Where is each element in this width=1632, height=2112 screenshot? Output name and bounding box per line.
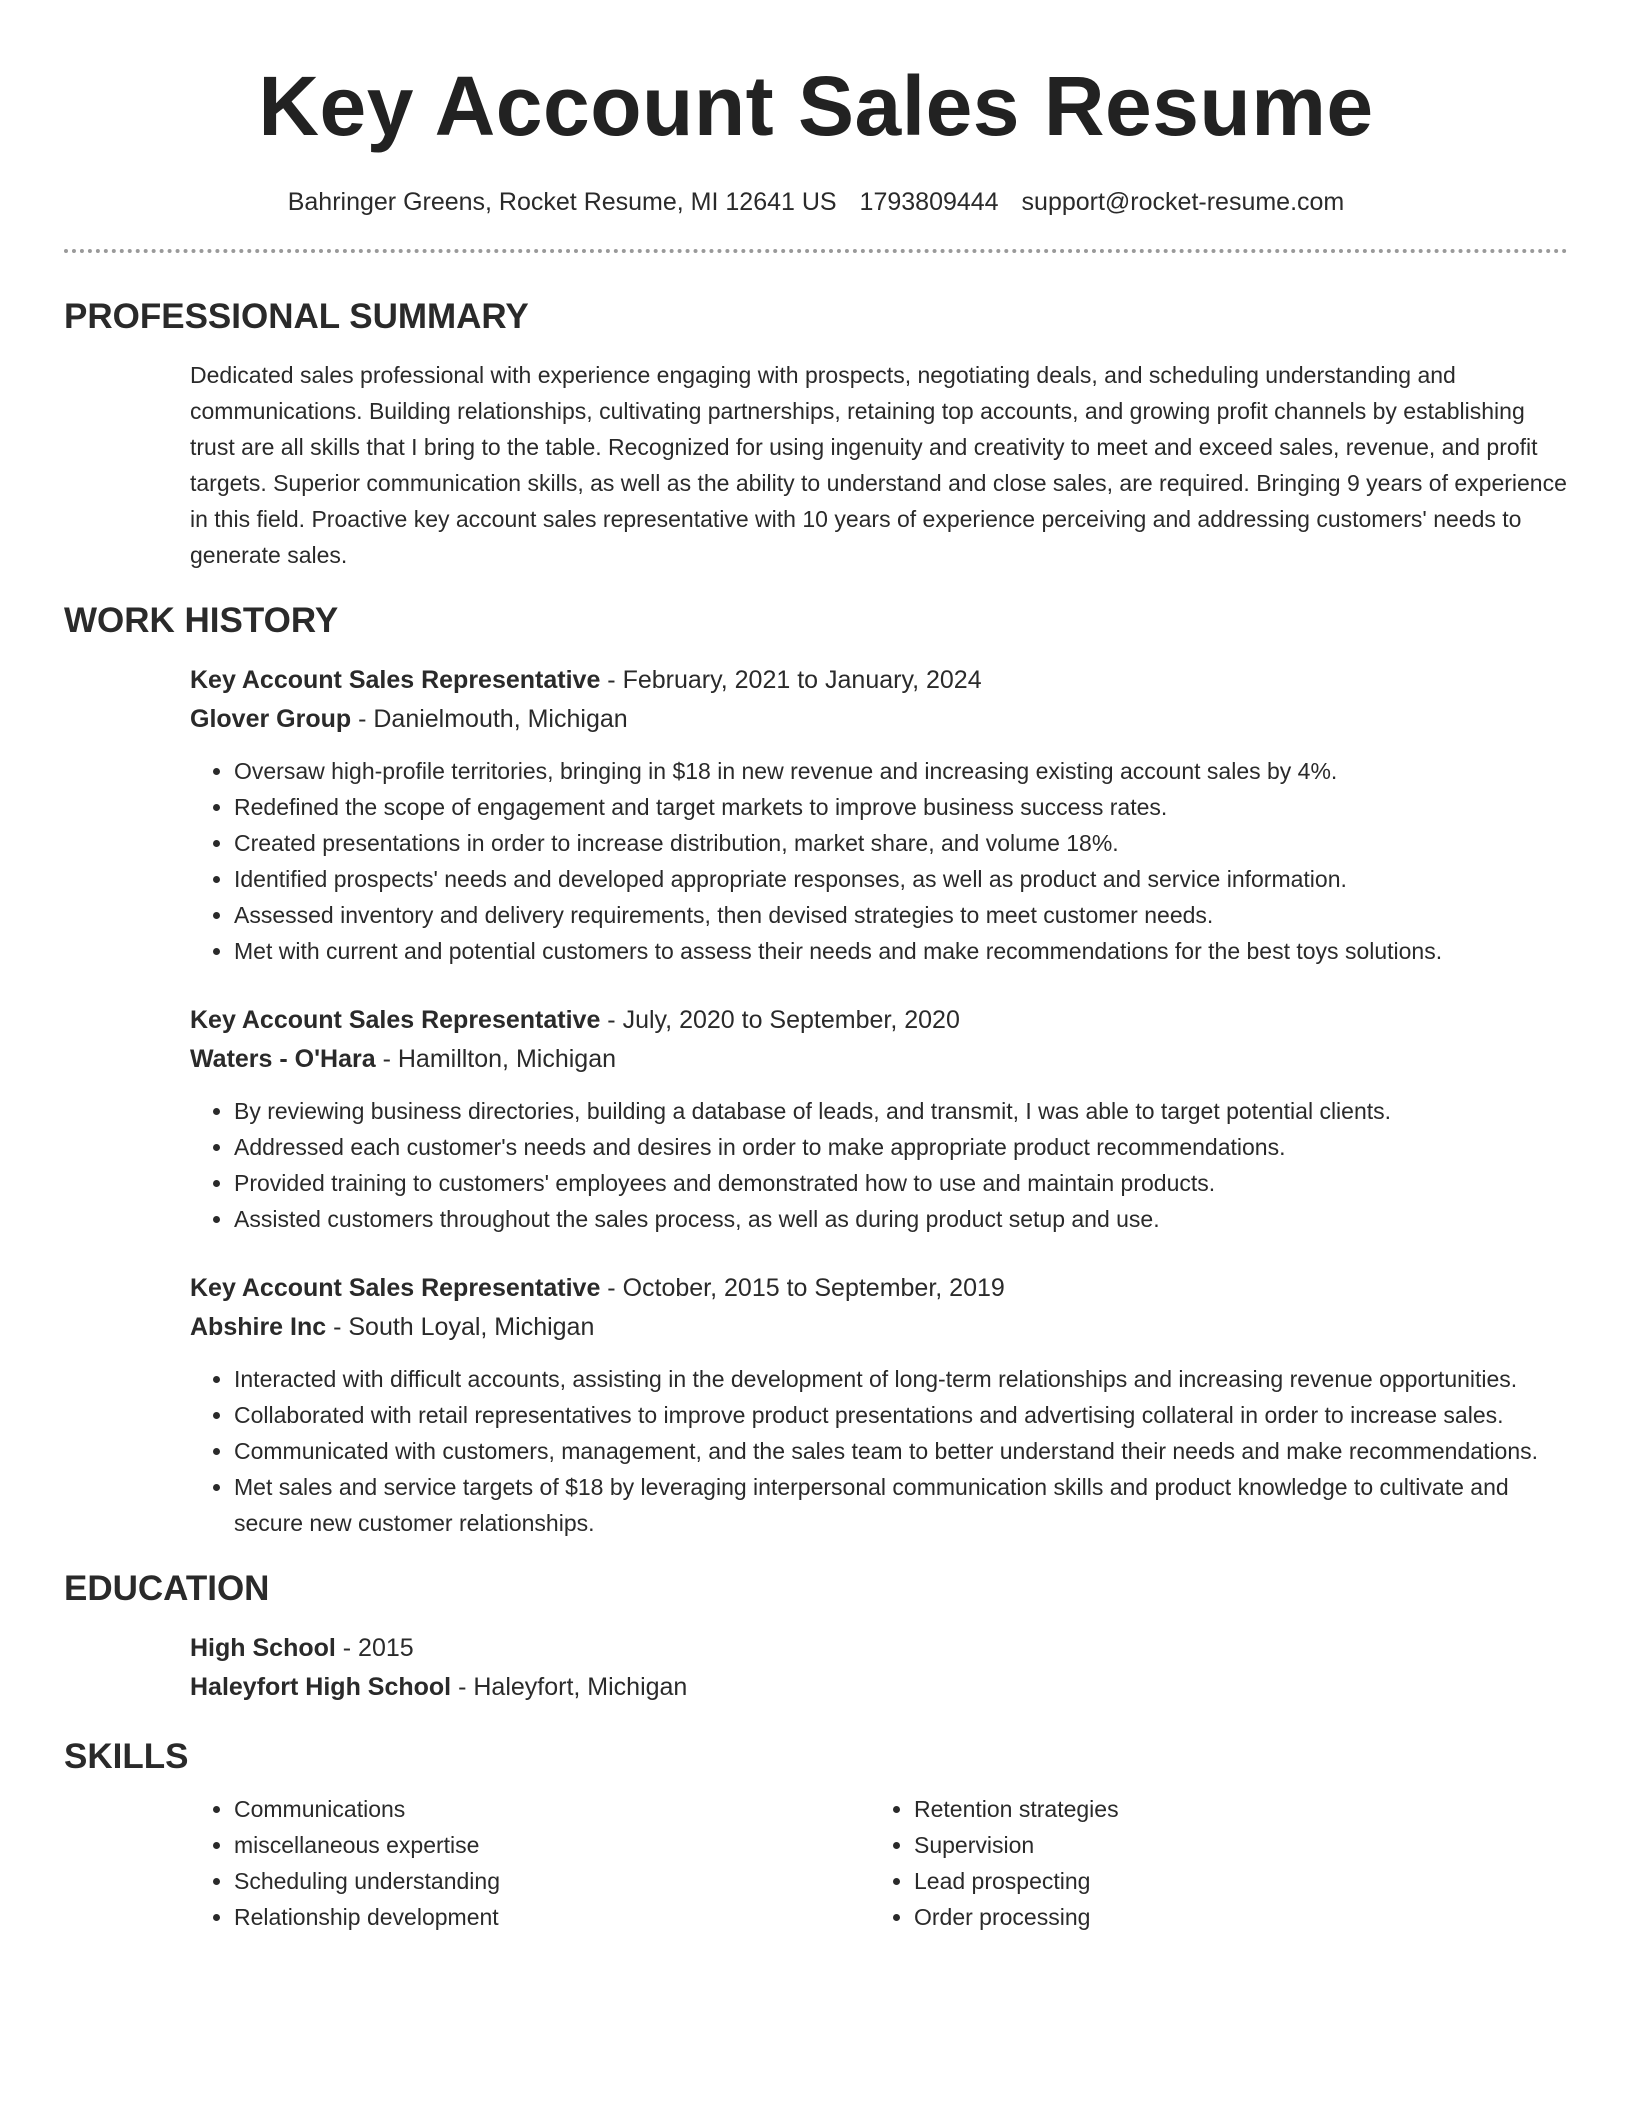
- job-bullet: • Created presentations in order to increase distribution, market share, and volume 18%.: [234, 825, 1568, 861]
- education-school: Haleyfort High School: [190, 1673, 452, 1701]
- education-degree: High School: [190, 1634, 336, 1662]
- job-bullet: • Addressed each customer's needs and desires in order to make appropriate product recommendations.: [234, 1129, 1568, 1165]
- job-dates: - February, 2021 to January, 2024: [600, 666, 982, 694]
- job-title-line: [190, 1269, 1568, 1308]
- job-location: - South Loyal, Michigan: [326, 1313, 595, 1341]
- job-bullet: • Provided training to customers' employees and demonstrated how to use and maintain products.: [234, 1165, 1568, 1201]
- job-bullet: • Communicated with customers, management, and the sales team to better understand their needs and make recommendations.: [234, 1433, 1568, 1469]
- job-entry: [190, 661, 1568, 969]
- job-entry: [190, 1001, 1568, 1237]
- skill-item: • Lead prospecting: [914, 1863, 1550, 1899]
- job-bullets: [190, 1361, 1568, 1541]
- education-school-line: [190, 1668, 1568, 1707]
- education-location: - Haleyfort, Michigan: [451, 1673, 688, 1701]
- summary-heading: PROFESSIONAL SUMMARY: [64, 297, 529, 336]
- job-bullet: • Assessed inventory and delivery requirements, then devised strategies to meet customer needs.: [234, 897, 1568, 933]
- skills-column-right: [870, 1791, 1550, 1935]
- job-bullet: • Met sales and service targets of $18 by leveraging interpersonal communication skills and product knowledge to cultivate and secure new customer relationships.: [234, 1469, 1568, 1541]
- work-heading: WORK HISTORY: [64, 601, 339, 640]
- job-bullet: • Redefined the scope of engagement and target markets to improve business success rates.: [234, 789, 1568, 825]
- contact-address: Bahringer Greens, Rocket Resume, MI 12641 US: [287, 188, 837, 216]
- job-company-line: [190, 1308, 1568, 1347]
- job-company: Abshire Inc: [190, 1313, 327, 1341]
- job-bullet: • By reviewing business directories, building a database of leads, and transmit, I was able to target potential clients.: [234, 1093, 1568, 1129]
- job-location: - Danielmouth, Michigan: [351, 705, 628, 733]
- skill-item: • Scheduling understanding: [234, 1863, 870, 1899]
- job-bullet: • Assisted customers throughout the sales process, as well as during product setup and use.: [234, 1201, 1568, 1237]
- skills-column-left: [190, 1791, 870, 1935]
- job-title-line: [190, 661, 1568, 700]
- job-bullets: [190, 1093, 1568, 1237]
- job-company-line: [190, 1040, 1568, 1079]
- skill-item: • Retention strategies: [914, 1791, 1550, 1827]
- skill-item: • Supervision: [914, 1827, 1550, 1863]
- skills-list: [190, 1791, 1568, 1935]
- job-title-line: [190, 1001, 1568, 1040]
- job-bullet: • Identified prospects' needs and developed appropriate responses, as well as product and service information.: [234, 861, 1568, 897]
- education-degree-line: [190, 1629, 1568, 1668]
- job-bullet: • Interacted with difficult accounts, assisting in the development of long-term relationships and increasing revenue opportunities.: [234, 1361, 1568, 1397]
- skills-heading: SKILLS: [64, 1737, 189, 1776]
- job-title: Key Account Sales Representative: [190, 1274, 601, 1302]
- skill-item: • Communications: [234, 1791, 870, 1827]
- job-dates: - October, 2015 to September, 2019: [600, 1274, 1005, 1302]
- education-entry: [190, 1629, 1568, 1707]
- job-dates: - July, 2020 to September, 2020: [600, 1006, 960, 1034]
- job-company: Waters - O'Hara: [190, 1045, 376, 1073]
- skill-item: • Order processing: [914, 1899, 1550, 1935]
- contact-email: support@rocket-resume.com: [1021, 188, 1345, 216]
- skill-item: • Relationship development: [234, 1899, 870, 1935]
- skill-item: • miscellaneous expertise: [234, 1827, 870, 1863]
- resume-title: Key Account Sales Resume: [258, 59, 1374, 153]
- contact-phone: 1793809444: [859, 188, 999, 216]
- job-company-line: [190, 700, 1568, 739]
- job-bullet: • Met with current and potential customers to assess their needs and make recommendations for the best toys solutions.: [234, 933, 1568, 969]
- education-heading: EDUCATION: [64, 1569, 270, 1608]
- header-divider: [64, 249, 1568, 253]
- contact-line: [64, 184, 1568, 220]
- job-bullets: [190, 753, 1568, 969]
- job-bullet: • Oversaw high-profile territories, bringing in $18 in new revenue and increasing existing account sales by 4%.: [234, 753, 1568, 789]
- job-location: - Hamillton, Michigan: [375, 1045, 616, 1073]
- summary-text: Dedicated sales professional with experience engaging with prospects, negotiating deals, and scheduling understanding and communications. Building relationships, cultivating partnerships, retaining top accounts, and growing profit channels by establishing trust are all skills that I bring to the table. Recognized for using ingenuity and creativity to meet and exceed sales, revenue, and profit targets. Superior communication skills, as well as the ability to understand and close sales, are required. Bringing 9 years of experience in this field. Proactive key account sales representative with 10 years of experience perceiving and addressing customers' needs to generate sales.: [190, 362, 1567, 568]
- job-title: Key Account Sales Representative: [190, 1006, 601, 1034]
- education-year: - 2015: [335, 1634, 414, 1662]
- job-company: Glover Group: [190, 705, 352, 733]
- job-title: Key Account Sales Representative: [190, 666, 601, 694]
- job-entry: [190, 1269, 1568, 1541]
- job-bullet: • Collaborated with retail representatives to improve product presentations and advertising collateral in order to increase sales.: [234, 1397, 1568, 1433]
